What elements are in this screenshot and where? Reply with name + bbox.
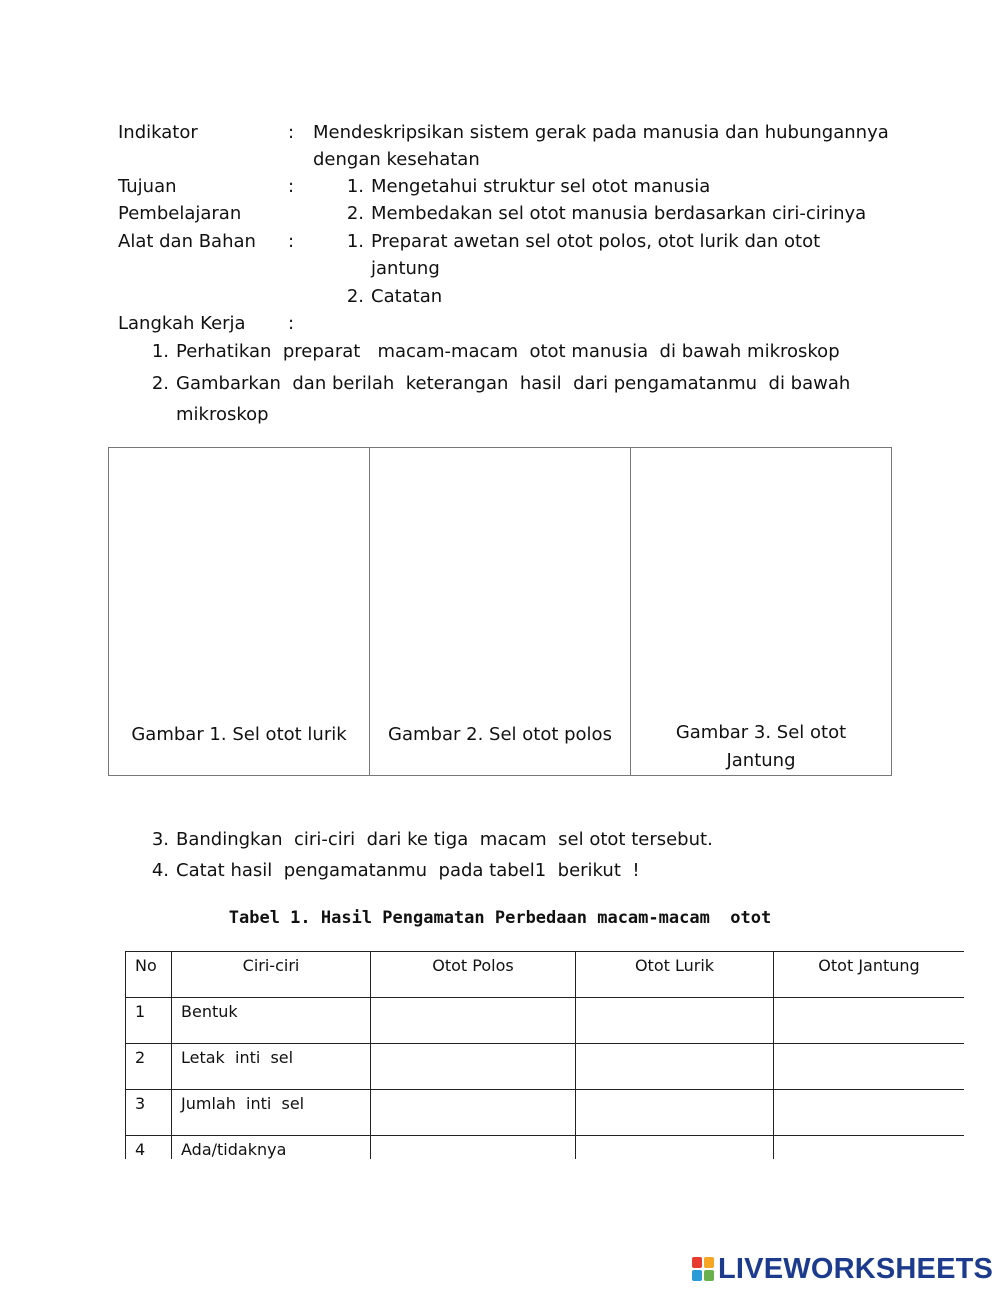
- logo-square: [692, 1270, 702, 1281]
- figure-caption: Gambar 1. Sel otot lurik: [131, 724, 347, 745]
- indikator-colon: :: [288, 122, 295, 143]
- tujuan-item-text: Membedakan sel otot manusia berdasarkan ciri-cirinya: [371, 203, 867, 224]
- row-ciri: Jumlah inti sel: [172, 1090, 371, 1136]
- table-row: [126, 1044, 965, 1090]
- row-ciri: Bentuk: [172, 998, 371, 1044]
- alat-label: Alat dan Bahan: [118, 231, 256, 252]
- figure-box-1[interactable]: [109, 448, 370, 776]
- logo-square: [704, 1257, 714, 1268]
- step-text: Perhatikan preparat macam-macam otot manusia di bawah mikroskop: [176, 341, 840, 362]
- tujuan-colon: :: [288, 176, 295, 197]
- header-no: No: [126, 952, 172, 998]
- header-ciri: Ciri-ciri: [172, 952, 371, 998]
- alat-item-text-line1: Catatan: [371, 286, 443, 307]
- row-ciri: Ada/tidaknya: [172, 1136, 371, 1160]
- header-otot-lurik: Otot Lurik: [576, 952, 774, 998]
- tujuan-item-number: 2.: [346, 203, 364, 224]
- answer-cell-otot-lurik[interactable]: [576, 1090, 774, 1136]
- table-title: Tabel 1. Hasil Pengamatan Perbedaan macam-macam otot: [228, 908, 772, 928]
- alat-colon: :: [288, 231, 295, 252]
- liveworksheets-logo-text: LIVEWORKSHEETS: [718, 1253, 994, 1285]
- indikator-text-line1: Mendeskripsikan sistem gerak pada manusia dan hubungannya: [313, 122, 889, 143]
- answer-cell-otot-jantung[interactable]: [774, 1136, 965, 1160]
- row-number: 4: [126, 1136, 172, 1160]
- figure-box-3[interactable]: [631, 448, 892, 776]
- answer-cell-otot-jantung[interactable]: [774, 1044, 965, 1090]
- langkah-colon: :: [288, 313, 295, 334]
- row-number: 3: [126, 1090, 172, 1136]
- liveworksheets-logo: [692, 1254, 993, 1284]
- table-row: [126, 998, 965, 1044]
- step-text: Bandingkan ciri-ciri dari ke tiga macam sel otot tersebut.: [176, 829, 713, 850]
- observation-table: [125, 951, 964, 1159]
- answer-cell-otot-polos[interactable]: [371, 1044, 576, 1090]
- tujuan-item-number: 1.: [346, 176, 364, 197]
- liveworksheets-logo-icon: [692, 1257, 714, 1281]
- answer-cell-otot-polos[interactable]: [371, 1136, 576, 1160]
- alat-item-text-line1: Preparat awetan sel otot polos, otot lurik dan otot: [371, 231, 821, 252]
- answer-cell-otot-jantung[interactable]: [774, 1090, 965, 1136]
- step-text: Catat hasil pengamatanmu pada tabel1 berikut !: [176, 860, 640, 881]
- logo-square: [704, 1270, 714, 1281]
- step-number: 1.: [151, 341, 169, 362]
- answer-cell-otot-polos[interactable]: [371, 998, 576, 1044]
- row-ciri: Letak inti sel: [172, 1044, 371, 1090]
- header-otot-jantung: Otot Jantung: [774, 952, 965, 998]
- figure-box-2[interactable]: [370, 448, 631, 776]
- step-text-line1: Gambarkan dan berilah keterangan hasil dari pengamatanmu di bawah: [176, 373, 851, 394]
- tujuan-item-text: Mengetahui struktur sel otot manusia: [371, 176, 711, 197]
- alat-item-text-line2: jantung: [371, 258, 440, 279]
- answer-cell-otot-lurik[interactable]: [576, 1044, 774, 1090]
- step-number: 2.: [151, 373, 169, 394]
- langkah-label: Langkah Kerja: [118, 313, 246, 334]
- step-number: 4.: [151, 860, 169, 881]
- observation-table-wrapper: [125, 951, 964, 1159]
- step-text-line2: mikroskop: [176, 404, 269, 425]
- step-number: 3.: [151, 829, 169, 850]
- figure-caption: Gambar 2. Sel otot polos: [388, 724, 612, 745]
- header-otot-polos: Otot Polos: [371, 952, 576, 998]
- indikator-text-line2: dengan kesehatan: [313, 149, 480, 170]
- alat-item-number: 2.: [346, 286, 364, 307]
- answer-cell-otot-lurik[interactable]: [576, 1136, 774, 1160]
- tujuan-label-line1: Tujuan: [118, 176, 177, 197]
- figure-caption: Gambar 3. Sel otot Jantung: [675, 722, 847, 771]
- tujuan-label-line2: Pembelajaran: [118, 203, 242, 224]
- table-header-row: [126, 952, 965, 998]
- answer-cell-otot-jantung[interactable]: [774, 998, 965, 1044]
- table-row: [126, 1136, 965, 1160]
- figure-boxes: [108, 447, 892, 776]
- table-row: [126, 1090, 965, 1136]
- logo-square: [692, 1257, 702, 1268]
- alat-item-number: 1.: [346, 231, 364, 252]
- indikator-label: Indikator: [118, 122, 198, 143]
- row-number: 2: [126, 1044, 172, 1090]
- answer-cell-otot-polos[interactable]: [371, 1090, 576, 1136]
- row-number: 1: [126, 998, 172, 1044]
- answer-cell-otot-lurik[interactable]: [576, 998, 774, 1044]
